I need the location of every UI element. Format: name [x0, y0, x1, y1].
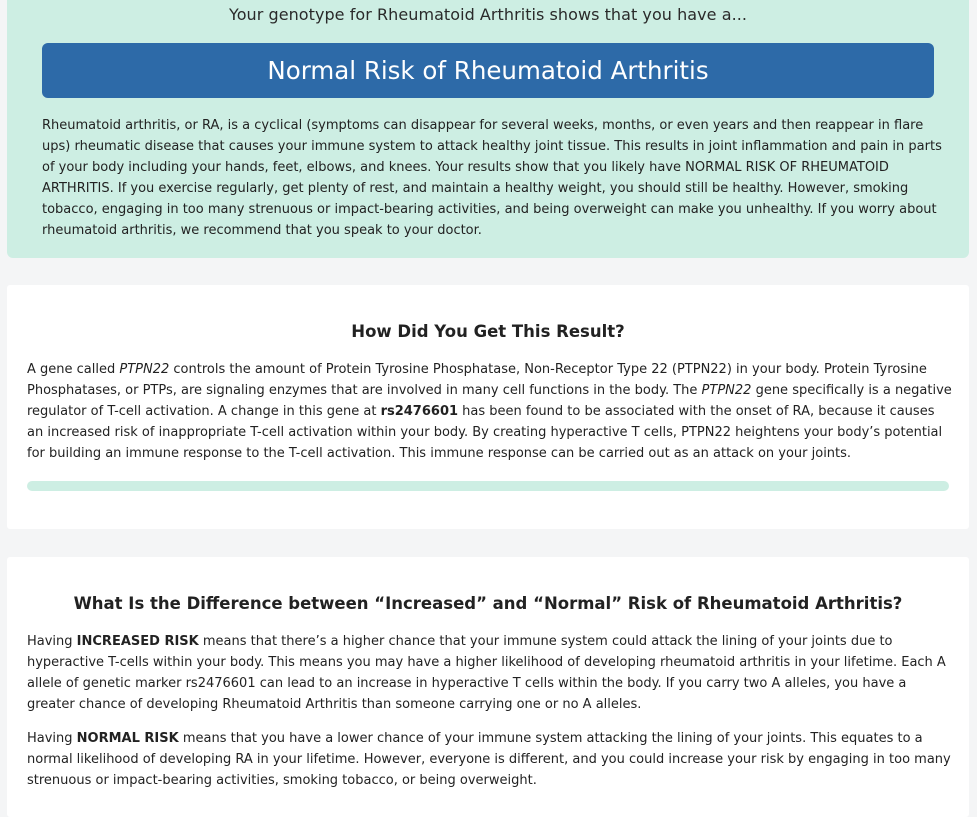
normal-risk-term: NORMAL RISK [76, 731, 179, 746]
snp-id: rs2476601 [380, 404, 459, 419]
increased-risk-paragraph [27, 631, 954, 715]
normal-risk-paragraph [27, 728, 954, 791]
gene-name: PTPN22 [119, 362, 170, 377]
gene-name: PTPN22 [701, 383, 752, 398]
text-segment: means that you have a lower chance of your immune system attacking the lining of your joints. This equates to a normal likelihood of developing RA in your lifetime. However, everyone is different, and you could increase your risk by engaging in too many strenuous or impact-bearing activities, smoking tobacco, or being overweight. [27, 731, 951, 788]
how-result-heading: How Did You Get This Result? [351, 322, 625, 341]
how-result-section [7, 285, 969, 529]
how-result-paragraph [27, 359, 954, 464]
result-card [7, 0, 969, 258]
text-segment: A gene called [27, 362, 120, 377]
risk-difference-section [7, 557, 969, 817]
text-segment: gene specifically is a negative regulator of T-cell activation. A change in this gene at [27, 383, 952, 419]
risk-level-banner: Normal Risk of Rheumatoid Arthritis [42, 43, 934, 98]
text-segment: means that there’s a higher chance that your immune system could attack the lining of your joints due to hyperactive T-cells within your body. This means you may have a higher likelihood of developing rheumatoid arthritis in your lifetime. Each A allele of genetic marker rs2476601 can lead to an increase in hyperactive T cells within the body. If you carry two A alleles, you have a greater chance of developing Rheumatoid Arthritis than someone carrying one or no A alleles. [27, 634, 946, 712]
text-segment: Having [27, 731, 77, 746]
risk-difference-heading: What Is the Difference between “Increased” and “Normal” Risk of Rheumatoid Arthritis? [73, 594, 903, 613]
result-description: Rheumatoid arthritis, or RA, is a cyclical (symptoms can disappear for several weeks, months, or even years and then reappear in flare ups) rheumatic disease that causes your immune system to attack healthy joint tissue. This results in joint inflammation and pain in parts of your body including your hands, feet, elbows, and knees. Your results show that you likely have NORMAL RISK OF RHEUMATOID ARTHRITIS. If you exercise regularly, get plenty of rest, and maintain a healthy weight, you should still be healthy. However, smoking tobacco, engaging in too many strenuous or impact-bearing activities, and being overweight can make you unhealthy. If you worry about rheumatoid arthritis, we recommend that you speak to your doctor. [42, 118, 942, 238]
text-segment: has been found to be associated with the onset of RA, because it causes an increased risk of inappropriate T-cell activation within your body. By creating hyperactive T cells, PTPN22 heightens your body’s potential for building an immune response to the T-cell activation. This immune response can be carried out as an attack on your joints. [27, 404, 943, 461]
section-divider-bar [27, 481, 949, 491]
result-intro: Your genotype for Rheumatoid Arthritis shows that you have a... [229, 5, 747, 24]
text-segment: controls the amount of Protein Tyrosine Phosphatase, Non-Receptor Type 22 (PTPN22) in your body. Protein Tyrosine Phosphatases, or PTPs, are signaling enzymes that are involved in many cell functions in the body. The [27, 362, 927, 398]
increased-risk-term: INCREASED RISK [76, 634, 199, 649]
text-segment: Having [27, 634, 77, 649]
